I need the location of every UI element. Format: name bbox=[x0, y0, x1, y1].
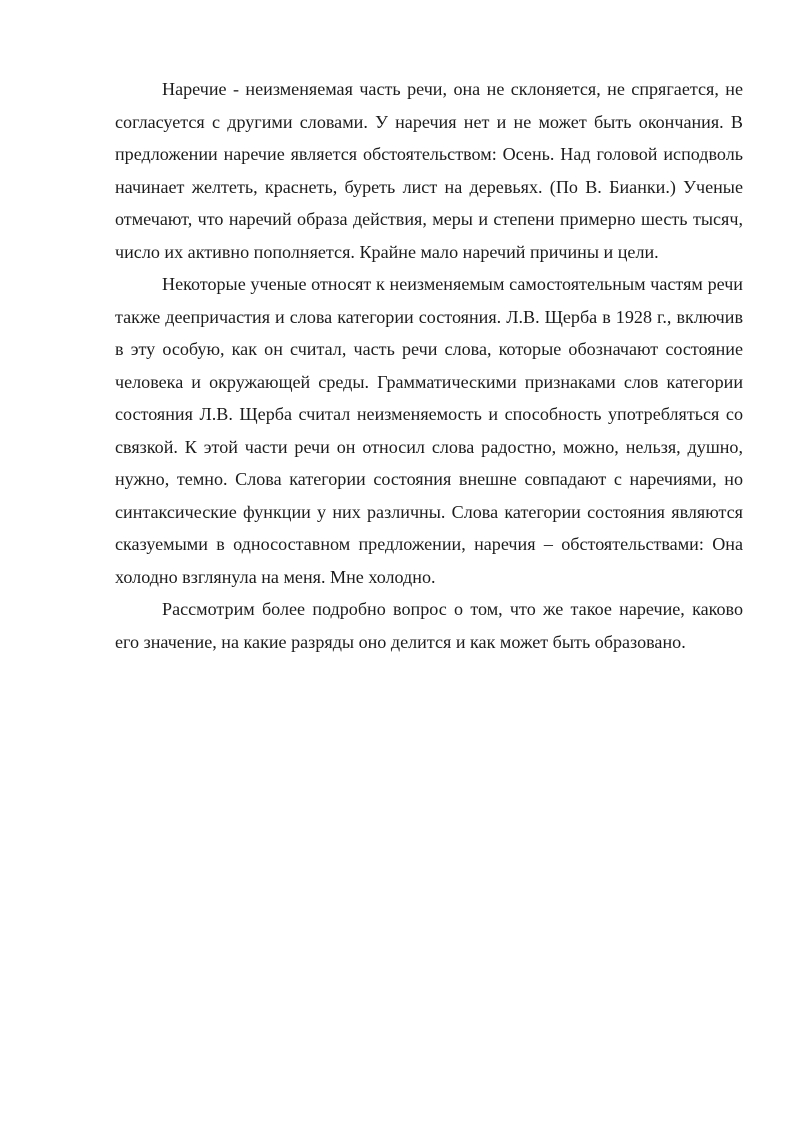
paragraph-2: Некоторые ученые относят к неизменяемым самостоятельным частям речи также деепричастия и слова категории состояния. Л.В. Щерба в 1928 г., включив в эту особую, как он считал, часть речи слова, которые обозначают состояние человека и окружающей среды. Грамматическими признаками слов категории состояния Л.В. Щерба считал неизменяемость и способность употребляться со связкой. К этой части речи он относил слова радостно, можно, нельзя, душно, нужно, темно. Слова категории состояния внешне совпадают с наречиями, но синтаксические функции у них различны. Слова категории состояния являются сказуемыми в односоставном предложении, наречия – обстоятельствами: Она холодно взглянула на меня. Мне холодно. bbox=[115, 274, 743, 587]
text-body bbox=[115, 73, 743, 658]
paragraph-1: Наречие - неизменяемая часть речи, она не склоняется, не спрягается, не согласуется с другими словами. У наречия нет и не может быть окончания. В предложении наречие является обстоятельством: Осень. Над головой исподволь начинает желтеть, краснеть, буреть лист на деревьях. (По В. Бианки.) Ученые отмечают, что наречий образа действия, меры и степени примерно шесть тысяч, число их активно пополняется. Крайне мало наречий причины и цели. bbox=[115, 79, 743, 262]
paragraph-3: Рассмотрим более подробно вопрос о том, что же такое наречие, каково его значение, на какие разряды оно делится и как может быть образовано. bbox=[115, 599, 743, 652]
